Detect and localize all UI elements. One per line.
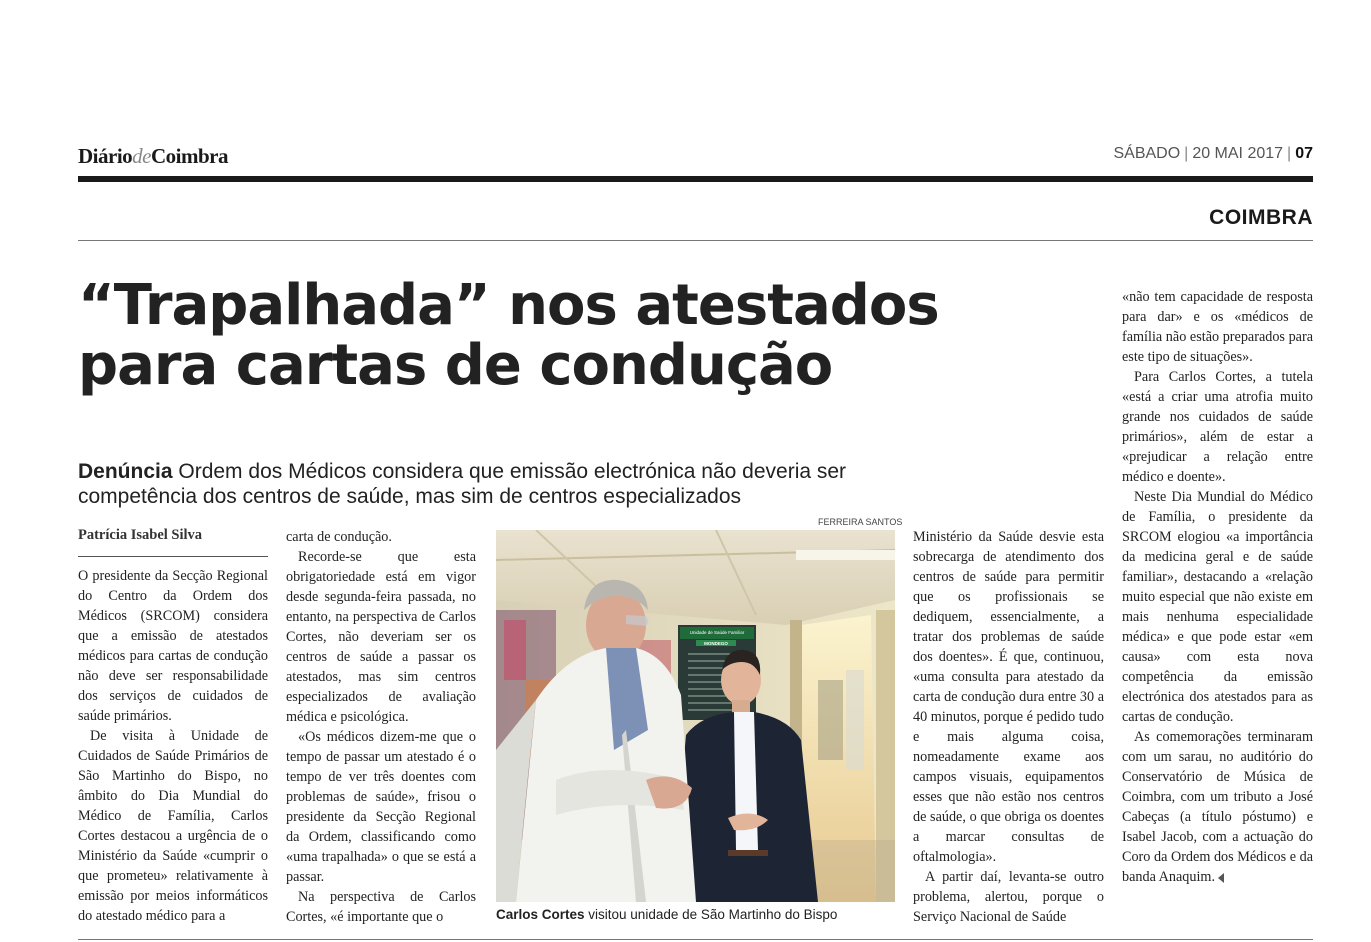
paragraph: «não tem capacidade de resposta para dar» e os «médicos de família não estão preparados para este tipo de situações». (1122, 289, 1313, 365)
masthead-logo (78, 144, 228, 169)
paragraph: Recorde-se que esta obrigatoriedade está em vigor desde segunda-feira passada, no entanto, na perspectiva de Carlos Cortes, não deveriam ser os centros de saúde a passar os atestados, mas sim centros especializados de avaliação médica e psicológica. (286, 549, 476, 725)
paragraph-last (1122, 727, 1313, 887)
footer-rule (78, 939, 1313, 940)
paragraph: carta de condução. (286, 529, 392, 545)
weekday: SÁBADO (1113, 145, 1181, 162)
paragraph: Na perspectiva de Carlos Cortes, «é importante que o (286, 889, 476, 925)
column-3 (913, 527, 1104, 927)
header-rule (78, 176, 1313, 182)
dateline (1113, 145, 1313, 163)
masthead-de: de (132, 144, 151, 168)
paragraph: Neste Dia Mundial do Médico de Família, o presidente da SRCOM elogiou «a importância da medicina geral e de saúde familiar», destacando a «relação muito especial que não existe em mais nenhuma especialidade médica» e que pode estar «em causa» com esta nova competência da emissão electrónica dos atestados para as cartas de condução. (1122, 489, 1313, 725)
standfirst-text: Ordem dos Médicos considera que emissão electrónica não deveria ser competência dos centros de saúde, mas sim de centros especializados (78, 460, 847, 508)
caption-text: visitou unidade de São Martinho do Bispo (584, 907, 838, 922)
paragraph: A partir daí, levanta-se outro problema, alertou, porque o Serviço Nacional de Saúde (913, 869, 1104, 925)
masthead-coimbra: Coimbra (150, 144, 228, 168)
sign-title: Unidade de Saúde Familiar (689, 630, 745, 635)
byline: Patrícia Isabel Silva (78, 527, 203, 543)
paragraph: De visita à Unidade de Cuidados de Saúde Primários de São Martinho do Bispo, no âmbito do Dia Mundial do Médico de Família, Carlos Cortes destacou a urgência de o Ministério da Saúde «cumprir o que prometeu» relativamente à emissão por meios informáticos do atestado médico para a (78, 728, 268, 924)
headline (78, 273, 978, 398)
paragraph: O presidente da Secção Regional do Centro da Ordem dos Médicos (SRCOM) considera que a emissão de atestados médicos para cartas de condução não deve ser responsabilidade dos serviços de cuidados de saúde primários. (78, 568, 268, 724)
column-1 (78, 566, 268, 926)
end-mark-icon (1218, 873, 1224, 883)
paragraph: Para Carlos Cortes, a tutela «está a criar uma atrofia muito grande nos cuidados de saúde primários», além de estar a «prejudicar a relação entre médico e doente». (1122, 369, 1313, 485)
paragraph: Ministério da Saúde desvie esta sobrecarga de atendimento dos centros de saúde para permitir que os profissionais se dediquem, essencialmente, a tratar dos problemas de saúde dos doentes». É que, continuou, «uma consulta para atestado da carta de condução dura entre 30 a 40 minutos, porque é pedido tudo e mais alguma coisa, nomeadamente exame aos campos visuais, equipamentos esses que não estão nos centros de saúde, o que obriga os doentes a marcar consultas de oftalmologia». (913, 529, 1104, 865)
photo-caption (496, 907, 916, 922)
page-number: 07 (1295, 145, 1313, 162)
dateline-separator: | (1184, 145, 1189, 162)
dateline-separator: | (1287, 145, 1292, 162)
article-photo (496, 530, 895, 902)
caption-name: Carlos Cortes (496, 907, 585, 922)
section-rule (78, 240, 1313, 241)
byline-rule (78, 556, 268, 557)
issue-date: 20 MAI 2017 (1192, 145, 1284, 162)
column-2 (286, 527, 476, 927)
column-4 (1122, 287, 1313, 887)
paragraph-last-text: As comemorações terminaram com um sarau, no auditório do Conservatório de Música de Coimbra, com um tributo a José Cabeças (a título póstumo) e Isabel Jacob, com a actuação do Coro da Ordem dos Médicos e da banda Anaquim. (1122, 729, 1313, 885)
sign-subtitle: MONDEGO (704, 641, 728, 646)
kicker: Denúncia (78, 460, 173, 483)
standfirst (78, 459, 928, 509)
photo-illustration (496, 530, 895, 902)
section-label: COIMBRA (1209, 206, 1313, 229)
photo-credit: FERREIRA SANTOS (818, 517, 903, 527)
headline-line-1: “Trapalhada” nos atestados (78, 273, 939, 338)
headline-line-2: para cartas de condução (78, 333, 833, 398)
paragraph: «Os médicos dizem-me que o tempo de passar um atestado é o tempo de ver três doentes com problemas de saúde», frisou o presidente da Secção Regional da Ordem, classificando como «uma trapalhada» o que se está a passar. (286, 729, 476, 885)
masthead-diario: Diário (78, 144, 133, 168)
